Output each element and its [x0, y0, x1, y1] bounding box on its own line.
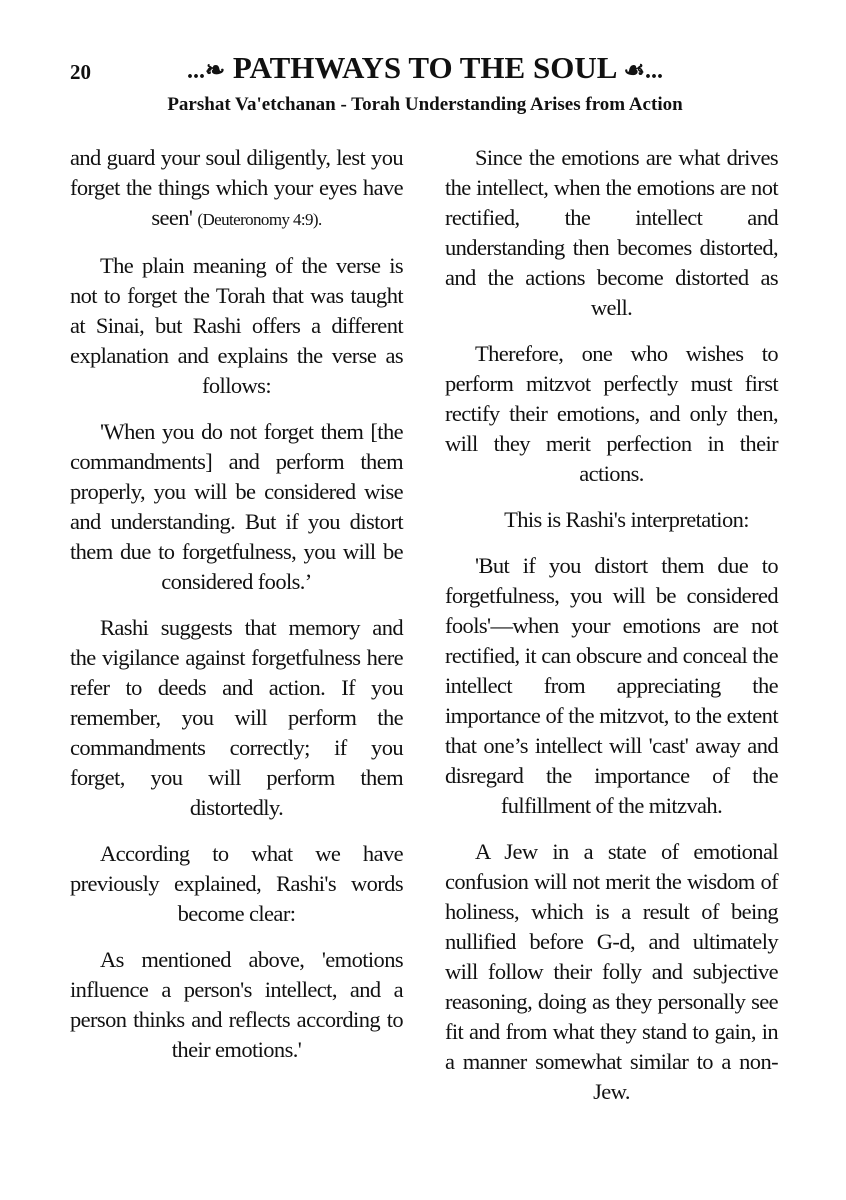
ornament-left-icon: ...❧ — [187, 58, 226, 84]
book-title: PATHWAYS TO THE SOUL — [232, 50, 616, 85]
running-title — [130, 50, 720, 86]
paragraph: As mentioned above, 'emotions influence a person's intellect, and a person thinks and reflects according to their emotions.' — [70, 947, 403, 1062]
paragraph — [70, 143, 403, 235]
paragraph: Rashi suggests that memory and the vigilance against forgetfulness here refer to deeds and action. If you remember, you will perform the commandments correctly; if you forget, you will perform them distortedly. — [70, 615, 403, 820]
paragraph: A Jew in a state of emotional confusion will not merit the wisdom of holiness, which is a result of being nullified before G-d, and ultimately will follow their folly and subjective reasoning, doing as they personally see fit and from what they stand to gain, in a manner somewhat similar to a non-Jew. — [445, 839, 778, 1104]
page-number: 20 — [70, 60, 91, 84]
ornament-right-icon: ☙... — [623, 58, 663, 84]
right-column — [445, 143, 778, 1123]
paragraph: According to what we have previously explained, Rashi's words become clear: — [70, 841, 403, 926]
paragraph: This is Rashi's interpretation: — [504, 507, 749, 532]
paragraph: The plain meaning of the verse is not to forget the Torah that was taught at Sinai, but Rashi offers a different explanation and explains the verse as follows: — [70, 253, 403, 398]
paragraph: 'When you do not forget them [the commandments] and perform them properly, you will be considered wise and understanding. But if you distort them due to forgetfulness, you will be considered fools.’ — [70, 419, 403, 594]
chapter-subtitle: Parshat Va'etchanan - Torah Understanding Arises from Action — [167, 94, 683, 115]
paragraph: Therefore, one who wishes to perform mitzvot perfectly must first rectify their emotions, and only then, will they merit perfection in their actions. — [445, 341, 778, 486]
left-column — [70, 143, 403, 1081]
scripture-reference: (Deuteronomy 4:9). — [197, 210, 322, 229]
paragraph: 'But if you distort them due to forgetfulness, you will be considered fools'—when your emotions are not rectified, it can obscure and conceal the intellect from appreciating the importance of the mitzvot, to the extent that one’s intellect will 'cast' away and disregard the importance of the fulfillment of the mitzvah. — [445, 553, 778, 818]
paragraph-text: and guard your soul diligently, lest you forget the things which your eyes have seen' — [70, 145, 403, 230]
paragraph: Since the emotions are what drives the intellect, when the emotions are not rectified, the intellect and understanding then becomes distorted, and the actions become distorted as well. — [445, 145, 778, 320]
